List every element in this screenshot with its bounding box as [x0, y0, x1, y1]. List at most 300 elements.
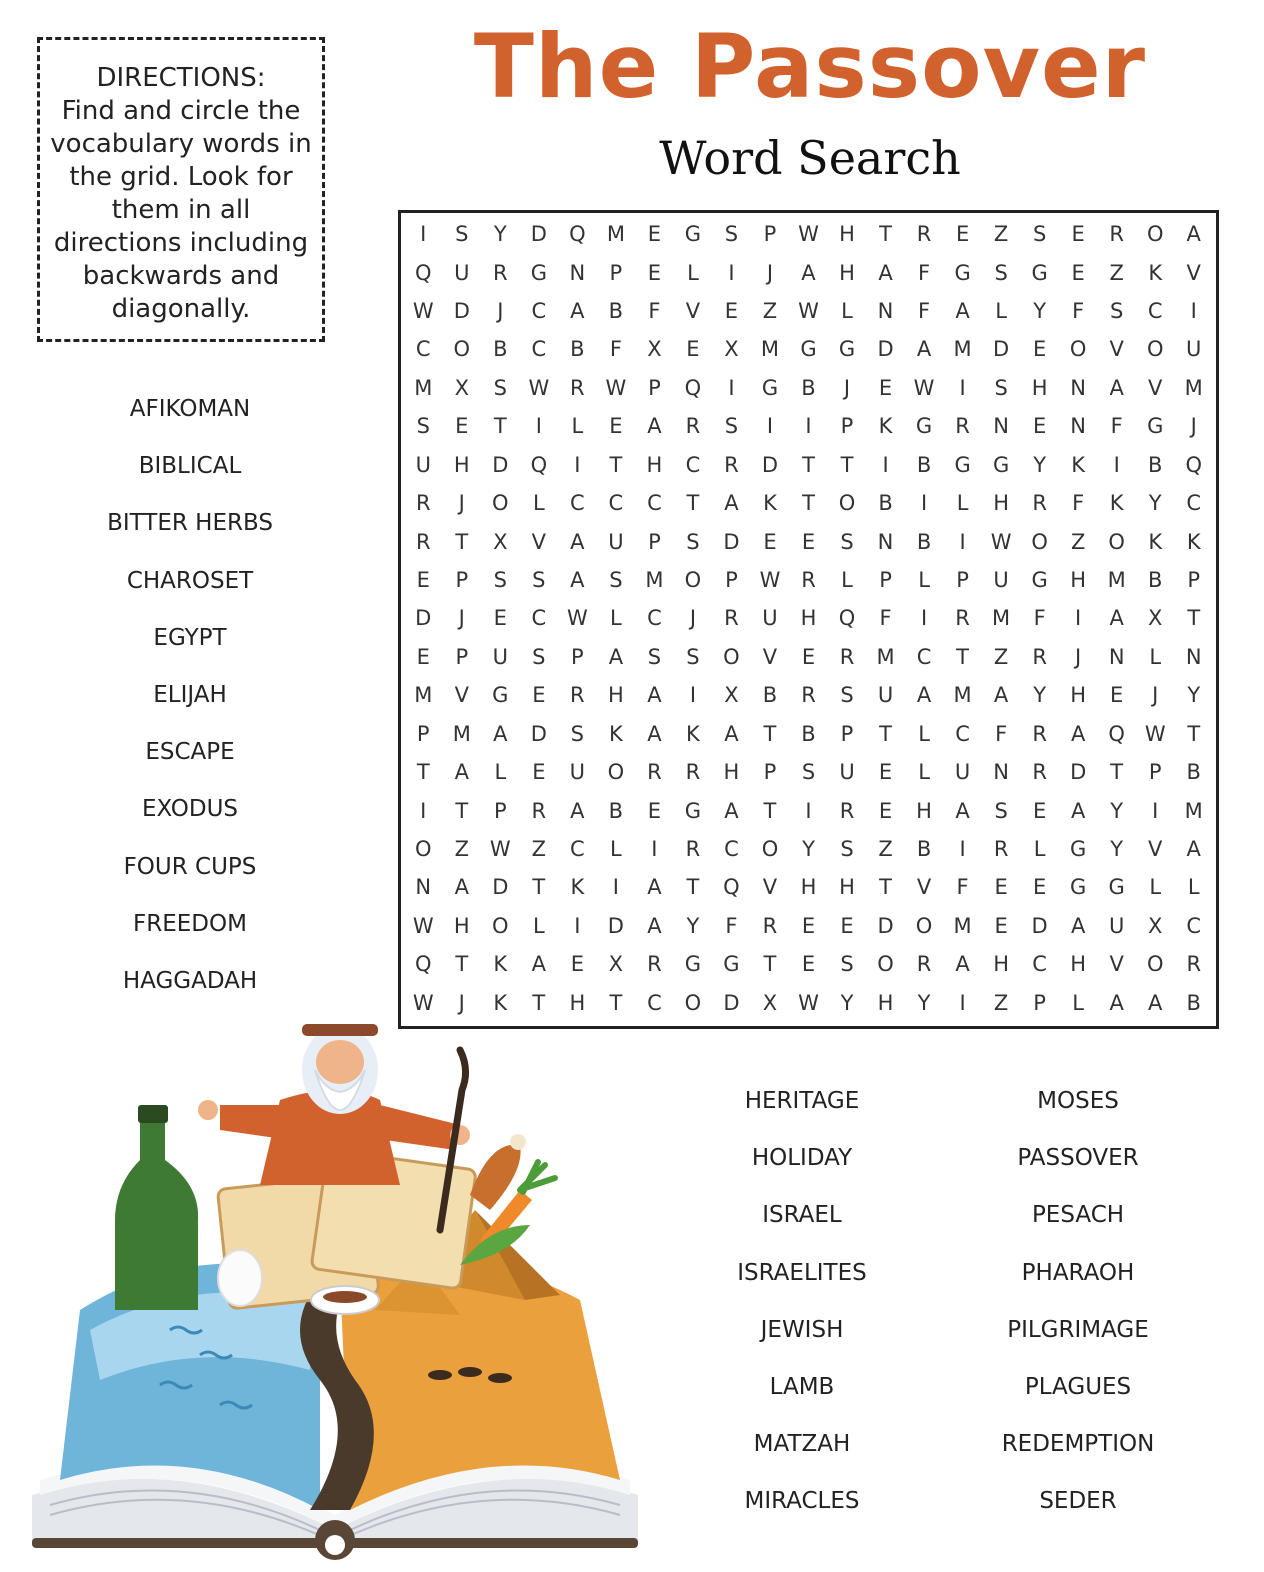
grid-cell[interactable]: G — [838, 337, 856, 362]
grid-cell[interactable]: A — [454, 875, 469, 900]
grid-cell[interactable]: M — [1184, 798, 1203, 823]
grid-cell[interactable]: O — [723, 644, 740, 669]
grid-cell[interactable]: M — [1184, 375, 1203, 400]
grid-cell[interactable]: T — [802, 452, 815, 477]
grid-cell[interactable]: R — [647, 952, 662, 977]
grid-cell[interactable]: R — [1109, 222, 1124, 247]
grid-cell[interactable]: M — [953, 683, 972, 708]
grid-cell[interactable]: S — [801, 760, 816, 785]
grid-cell[interactable]: Z — [878, 837, 893, 862]
grid-cell[interactable]: U — [569, 760, 586, 785]
grid-cell[interactable]: Y — [802, 837, 815, 862]
grid-cell[interactable]: E — [416, 644, 430, 669]
grid-cell[interactable]: A — [1109, 606, 1124, 631]
grid-cell[interactable]: F — [1072, 491, 1085, 516]
grid-cell[interactable]: G — [1070, 875, 1087, 900]
grid-cell[interactable]: E — [801, 529, 816, 554]
grid-cell[interactable]: Z — [1109, 260, 1124, 285]
grid-cell[interactable]: S — [994, 260, 1008, 285]
grid-cell[interactable]: R — [1032, 760, 1047, 785]
grid-cell[interactable]: G — [915, 414, 933, 439]
grid-cell[interactable]: F — [879, 606, 892, 631]
grid-cell[interactable]: S — [647, 644, 662, 669]
grid-cell[interactable]: N — [415, 875, 432, 900]
grid-cell[interactable]: M — [414, 375, 433, 400]
grid-cell[interactable]: W — [759, 568, 781, 593]
grid-cell[interactable]: B — [916, 837, 932, 862]
grid-cell[interactable]: C — [608, 491, 624, 516]
grid-cell[interactable]: T — [455, 529, 469, 554]
grid-cell[interactable]: E — [455, 414, 469, 439]
grid-cell[interactable]: P — [455, 568, 469, 593]
grid-cell[interactable]: P — [725, 568, 738, 593]
grid-cell[interactable]: W — [566, 606, 588, 631]
grid-cell[interactable]: U — [839, 760, 855, 785]
grid-cell[interactable]: X — [1148, 913, 1163, 938]
grid-cell[interactable]: G — [684, 952, 702, 977]
grid-cell[interactable]: U — [954, 760, 971, 785]
grid-cell[interactable]: J — [458, 990, 465, 1015]
grid-cell[interactable]: J — [497, 299, 504, 324]
grid-cell[interactable]: N — [1185, 644, 1202, 669]
grid-cell[interactable]: S — [994, 798, 1008, 823]
grid-cell[interactable]: Y — [917, 990, 931, 1015]
grid-cell[interactable]: E — [609, 414, 623, 439]
grid-cell[interactable]: Q — [723, 875, 740, 900]
grid-cell[interactable]: L — [841, 568, 853, 593]
grid-cell[interactable]: D — [1031, 913, 1048, 938]
grid-cell[interactable]: C — [647, 491, 662, 516]
grid-cell[interactable]: G — [1070, 837, 1087, 862]
grid-cell[interactable]: T — [1110, 760, 1124, 785]
grid-cell[interactable]: A — [1070, 798, 1086, 823]
grid-cell[interactable]: S — [994, 375, 1008, 400]
grid-cell[interactable]: P — [840, 414, 854, 439]
grid-cell[interactable]: C — [1032, 952, 1047, 977]
grid-cell[interactable]: Z — [993, 990, 1009, 1015]
grid-cell[interactable]: P — [609, 260, 623, 285]
grid-cell[interactable]: O — [492, 913, 509, 938]
grid-cell[interactable]: A — [878, 260, 893, 285]
grid-cell[interactable]: S — [840, 529, 854, 554]
grid-cell[interactable]: W — [1144, 721, 1166, 746]
grid-cell[interactable]: O — [838, 491, 856, 516]
grid-cell[interactable]: C — [531, 606, 547, 631]
grid-cell[interactable]: T — [802, 491, 815, 516]
grid-cell[interactable]: L — [1033, 837, 1046, 862]
grid-cell[interactable]: X — [608, 952, 624, 977]
grid-cell[interactable]: N — [877, 529, 894, 554]
grid-cell[interactable]: G — [954, 260, 971, 285]
grid-cell[interactable]: H — [723, 760, 740, 785]
grid-cell[interactable]: E — [801, 913, 816, 938]
grid-cell[interactable]: V — [1109, 952, 1124, 977]
grid-cell[interactable]: W — [412, 990, 434, 1015]
grid-cell[interactable]: E — [878, 760, 893, 785]
grid-cell[interactable]: P — [571, 644, 584, 669]
grid-cell[interactable]: L — [1149, 875, 1162, 900]
grid-cell[interactable]: E — [878, 375, 893, 400]
grid-cell[interactable]: K — [570, 875, 585, 900]
grid-cell[interactable]: P — [956, 568, 969, 593]
grid-cell[interactable]: Z — [454, 837, 469, 862]
grid-cell[interactable]: H — [1031, 375, 1048, 400]
grid-cell[interactable]: U — [877, 683, 894, 708]
grid-cell[interactable]: O — [1031, 529, 1048, 554]
grid-cell[interactable]: S — [532, 644, 546, 669]
grid-cell[interactable]: A — [647, 875, 662, 900]
grid-cell[interactable]: U — [492, 644, 508, 669]
grid-cell[interactable]: A — [801, 260, 816, 285]
grid-cell[interactable]: B — [570, 337, 585, 362]
grid-cell[interactable]: R — [1186, 952, 1202, 977]
grid-cell[interactable]: A — [1148, 990, 1163, 1015]
grid-cell[interactable]: M — [1107, 568, 1126, 593]
grid-cell[interactable]: R — [415, 529, 431, 554]
grid-cell[interactable]: I — [535, 414, 542, 439]
grid-cell[interactable]: I — [1152, 798, 1159, 823]
grid-cell[interactable]: G — [954, 452, 971, 477]
grid-cell[interactable]: G — [530, 260, 547, 285]
grid-cell[interactable]: P — [763, 760, 777, 785]
grid-cell[interactable]: A — [570, 299, 585, 324]
grid-cell[interactable]: M — [645, 568, 664, 593]
grid-cell[interactable]: J — [1152, 683, 1159, 708]
grid-cell[interactable]: Y — [1033, 452, 1047, 477]
grid-cell[interactable]: R — [1032, 491, 1047, 516]
grid-cell[interactable]: W — [412, 299, 434, 324]
grid-cell[interactable]: G — [492, 683, 509, 708]
grid-cell[interactable]: I — [420, 222, 427, 247]
grid-cell[interactable]: R — [916, 952, 932, 977]
grid-cell[interactable]: E — [532, 760, 546, 785]
grid-cell[interactable]: I — [689, 683, 697, 708]
grid-cell[interactable]: F — [1072, 299, 1085, 324]
grid-cell[interactable]: V — [1148, 837, 1163, 862]
grid-cell[interactable]: U — [608, 529, 624, 554]
grid-cell[interactable]: A — [531, 952, 547, 977]
grid-cell[interactable]: E — [1110, 683, 1124, 708]
grid-cell[interactable]: I — [766, 414, 774, 439]
grid-cell[interactable]: C — [724, 837, 739, 862]
grid-cell[interactable]: S — [724, 414, 739, 439]
grid-cell[interactable]: E — [647, 260, 662, 285]
grid-cell[interactable]: T — [609, 990, 623, 1015]
grid-cell[interactable]: B — [762, 683, 778, 708]
grid-cell[interactable]: A — [570, 529, 585, 554]
grid-cell[interactable]: B — [801, 375, 816, 400]
grid-cell[interactable]: A — [1186, 222, 1201, 247]
grid-cell[interactable]: D — [723, 990, 740, 1015]
grid-cell[interactable]: S — [1110, 299, 1124, 324]
grid-cell[interactable]: S — [609, 568, 623, 593]
grid-cell[interactable]: R — [685, 760, 701, 785]
grid-cell[interactable]: O — [684, 990, 702, 1015]
grid-cell[interactable]: G — [1031, 260, 1048, 285]
grid-cell[interactable]: A — [1070, 913, 1086, 938]
grid-cell[interactable]: B — [1147, 568, 1163, 593]
grid-cell[interactable]: I — [651, 837, 658, 862]
grid-cell[interactable]: M — [992, 606, 1011, 631]
grid-cell[interactable]: H — [993, 952, 1009, 977]
grid-cell[interactable]: A — [454, 760, 469, 785]
grid-cell[interactable]: V — [1109, 337, 1124, 362]
grid-cell[interactable]: R — [955, 606, 970, 631]
grid-cell[interactable]: A — [1070, 721, 1086, 746]
grid-cell[interactable]: H — [839, 875, 855, 900]
grid-cell[interactable]: T — [686, 491, 700, 516]
grid-cell[interactable]: H — [839, 260, 855, 285]
grid-cell[interactable]: D — [607, 913, 624, 938]
grid-cell[interactable]: D — [877, 337, 894, 362]
grid-cell[interactable]: M — [760, 337, 780, 362]
grid-cell[interactable]: H — [646, 452, 663, 477]
grid-cell[interactable]: R — [685, 414, 701, 439]
grid-cell[interactable]: G — [684, 222, 702, 247]
grid-cell[interactable]: P — [493, 798, 507, 823]
grid-cell[interactable]: E — [1032, 798, 1047, 823]
grid-cell[interactable]: E — [1032, 337, 1047, 362]
grid-cell[interactable]: O — [877, 952, 894, 977]
grid-cell[interactable]: A — [647, 913, 662, 938]
grid-cell[interactable]: V — [1186, 260, 1201, 285]
grid-cell[interactable]: E — [955, 222, 970, 247]
grid-cell[interactable]: E — [801, 644, 816, 669]
grid-cell[interactable]: E — [801, 952, 816, 977]
grid-cell[interactable]: X — [724, 683, 739, 708]
grid-cell[interactable]: R — [955, 414, 970, 439]
grid-cell[interactable]: O — [492, 491, 509, 516]
grid-cell[interactable]: D — [1070, 760, 1087, 785]
grid-cell[interactable]: X — [647, 337, 662, 362]
grid-cell[interactable]: K — [1071, 452, 1086, 477]
grid-cell[interactable]: I — [574, 452, 581, 477]
grid-cell[interactable]: G — [992, 452, 1010, 477]
grid-cell[interactable]: T — [763, 721, 777, 746]
grid-cell[interactable]: O — [414, 837, 432, 862]
grid-cell[interactable]: B — [801, 721, 816, 746]
grid-cell[interactable]: I — [574, 913, 581, 938]
grid-cell[interactable]: H — [1070, 568, 1087, 593]
grid-cell[interactable]: P — [1148, 760, 1162, 785]
grid-cell[interactable]: J — [689, 606, 697, 631]
grid-cell[interactable]: C — [570, 837, 585, 862]
grid-cell[interactable]: U — [993, 568, 1009, 593]
grid-cell[interactable]: Z — [993, 222, 1009, 247]
grid-cell[interactable]: V — [1148, 375, 1163, 400]
grid-cell[interactable]: L — [610, 606, 622, 631]
grid-cell[interactable]: L — [1187, 875, 1200, 900]
grid-cell[interactable]: F — [918, 299, 931, 324]
grid-cell[interactable]: E — [416, 568, 430, 593]
grid-cell[interactable]: S — [455, 222, 469, 247]
grid-cell[interactable]: U — [1186, 337, 1202, 362]
grid-cell[interactable]: B — [878, 491, 893, 516]
grid-cell[interactable]: R — [493, 260, 508, 285]
grid-cell[interactable]: H — [916, 798, 932, 823]
grid-cell[interactable]: G — [723, 952, 740, 977]
grid-cell[interactable]: I — [882, 452, 889, 477]
grid-cell[interactable]: I — [728, 375, 735, 400]
grid-cell[interactable]: K — [1109, 491, 1124, 516]
grid-cell[interactable]: I — [805, 414, 812, 439]
grid-cell[interactable]: O — [1069, 337, 1087, 362]
grid-cell[interactable]: A — [647, 414, 662, 439]
grid-cell[interactable]: G — [1147, 414, 1164, 439]
grid-cell[interactable]: U — [762, 606, 778, 631]
grid-cell[interactable]: X — [493, 529, 508, 554]
grid-cell[interactable]: A — [1109, 990, 1124, 1015]
grid-cell[interactable]: L — [918, 568, 930, 593]
grid-cell[interactable]: A — [955, 952, 970, 977]
grid-cell[interactable]: P — [1187, 568, 1201, 593]
grid-cell[interactable]: S — [493, 375, 507, 400]
grid-cell[interactable]: B — [1186, 760, 1201, 785]
grid-cell[interactable]: E — [1071, 260, 1085, 285]
grid-cell[interactable]: A — [993, 683, 1009, 708]
grid-cell[interactable]: A — [647, 683, 662, 708]
grid-cell[interactable]: P — [455, 644, 469, 669]
grid-cell[interactable]: Y — [1033, 683, 1047, 708]
grid-cell[interactable]: F — [1033, 606, 1046, 631]
word-search-grid[interactable] — [398, 210, 1219, 1029]
grid-cell[interactable]: C — [415, 337, 431, 362]
grid-cell[interactable]: J — [1075, 644, 1082, 669]
grid-cell[interactable]: E — [686, 337, 700, 362]
grid-cell[interactable]: M — [414, 683, 433, 708]
grid-cell[interactable]: Z — [1070, 529, 1086, 554]
grid-cell[interactable]: A — [647, 721, 662, 746]
grid-cell[interactable]: A — [916, 337, 932, 362]
grid-cell[interactable]: R — [647, 760, 662, 785]
grid-cell[interactable]: O — [1108, 529, 1125, 554]
grid-cell[interactable]: L — [532, 913, 545, 938]
grid-cell[interactable]: W — [605, 375, 627, 400]
grid-cell[interactable]: W — [990, 529, 1012, 554]
grid-cell[interactable]: D — [761, 452, 779, 477]
grid-cell[interactable]: A — [955, 299, 970, 324]
grid-cell[interactable]: R — [801, 683, 816, 708]
grid-cell[interactable]: Q — [530, 452, 548, 477]
grid-cell[interactable]: C — [647, 990, 662, 1015]
grid-cell[interactable]: G — [761, 375, 779, 400]
grid-cell[interactable]: B — [916, 452, 932, 477]
grid-cell[interactable]: Z — [993, 644, 1009, 669]
grid-cell[interactable]: Y — [1110, 837, 1124, 862]
grid-cell[interactable]: L — [918, 760, 930, 785]
grid-cell[interactable]: E — [763, 529, 777, 554]
grid-cell[interactable]: D — [877, 913, 894, 938]
grid-cell[interactable]: F — [609, 337, 622, 362]
grid-cell[interactable]: R — [993, 837, 1009, 862]
grid-cell[interactable]: I — [1113, 452, 1120, 477]
grid-cell[interactable]: S — [686, 529, 700, 554]
grid-cell[interactable]: W — [412, 913, 434, 938]
grid-cell[interactable]: A — [570, 798, 585, 823]
grid-cell[interactable]: E — [493, 606, 507, 631]
grid-cell[interactable]: T — [416, 760, 430, 785]
grid-cell[interactable]: E — [1032, 414, 1047, 439]
grid-cell[interactable]: M — [606, 222, 625, 247]
grid-cell[interactable]: D — [530, 222, 547, 247]
grid-cell[interactable]: O — [1146, 337, 1164, 362]
grid-cell[interactable]: T — [840, 452, 854, 477]
grid-cell[interactable]: P — [879, 568, 892, 593]
grid-cell[interactable]: K — [1186, 529, 1201, 554]
grid-cell[interactable]: C — [1186, 491, 1202, 516]
grid-cell[interactable]: P — [1033, 990, 1046, 1015]
grid-cell[interactable]: H — [993, 491, 1009, 516]
grid-cell[interactable]: C — [1186, 913, 1202, 938]
grid-cell[interactable]: L — [687, 260, 699, 285]
grid-cell[interactable]: L — [956, 491, 969, 516]
grid-cell[interactable]: X — [1148, 606, 1163, 631]
grid-cell[interactable]: L — [1149, 644, 1162, 669]
grid-cell[interactable]: A — [1186, 837, 1201, 862]
grid-cell[interactable]: D — [492, 452, 509, 477]
grid-cell[interactable]: V — [685, 299, 701, 324]
grid-cell[interactable]: R — [762, 913, 778, 938]
grid-cell[interactable]: N — [1070, 375, 1087, 400]
grid-cell[interactable]: F — [725, 913, 738, 938]
grid-cell[interactable]: Y — [1187, 683, 1201, 708]
grid-cell[interactable]: I — [959, 375, 966, 400]
grid-cell[interactable]: W — [798, 299, 819, 324]
grid-cell[interactable]: S — [840, 837, 854, 862]
grid-cell[interactable]: Y — [686, 913, 700, 938]
grid-cell[interactable]: K — [763, 491, 777, 516]
grid-cell[interactable]: I — [920, 491, 928, 516]
grid-cell[interactable]: L — [532, 491, 545, 516]
grid-cell[interactable]: W — [528, 375, 550, 400]
grid-cell[interactable]: N — [993, 760, 1009, 785]
grid-cell[interactable]: J — [458, 491, 465, 516]
grid-cell[interactable]: X — [454, 375, 469, 400]
grid-cell[interactable]: T — [686, 875, 700, 900]
grid-cell[interactable]: K — [1148, 260, 1163, 285]
grid-cell[interactable]: D — [530, 721, 547, 746]
grid-cell[interactable]: A — [724, 491, 739, 516]
grid-cell[interactable]: E — [647, 798, 662, 823]
grid-cell[interactable]: R — [916, 222, 932, 247]
grid-cell[interactable]: U — [1108, 913, 1125, 938]
grid-cell[interactable]: R — [415, 491, 431, 516]
grid-cell[interactable]: G — [1031, 568, 1048, 593]
grid-cell[interactable]: R — [685, 837, 701, 862]
grid-cell[interactable]: O — [1146, 222, 1164, 247]
grid-cell[interactable]: H — [1070, 952, 1087, 977]
grid-cell[interactable]: H — [453, 452, 470, 477]
grid-cell[interactable]: Q — [1108, 721, 1125, 746]
grid-cell[interactable]: V — [916, 875, 932, 900]
grid-cell[interactable]: M — [452, 721, 471, 746]
grid-cell[interactable]: Y — [1110, 798, 1124, 823]
grid-cell[interactable]: R — [801, 568, 816, 593]
grid-cell[interactable]: T — [879, 875, 892, 900]
grid-cell[interactable]: N — [877, 299, 894, 324]
grid-cell[interactable]: C — [916, 644, 932, 669]
grid-cell[interactable]: I — [612, 875, 619, 900]
grid-cell[interactable]: V — [531, 529, 547, 554]
grid-cell[interactable]: J — [766, 260, 774, 285]
grid-cell[interactable]: M — [953, 337, 972, 362]
grid-cell[interactable]: S — [686, 644, 700, 669]
grid-cell[interactable]: I — [959, 990, 966, 1015]
grid-cell[interactable]: R — [839, 798, 855, 823]
grid-cell[interactable]: H — [800, 606, 817, 631]
grid-cell[interactable]: W — [798, 222, 819, 247]
grid-cell[interactable]: G — [800, 337, 817, 362]
